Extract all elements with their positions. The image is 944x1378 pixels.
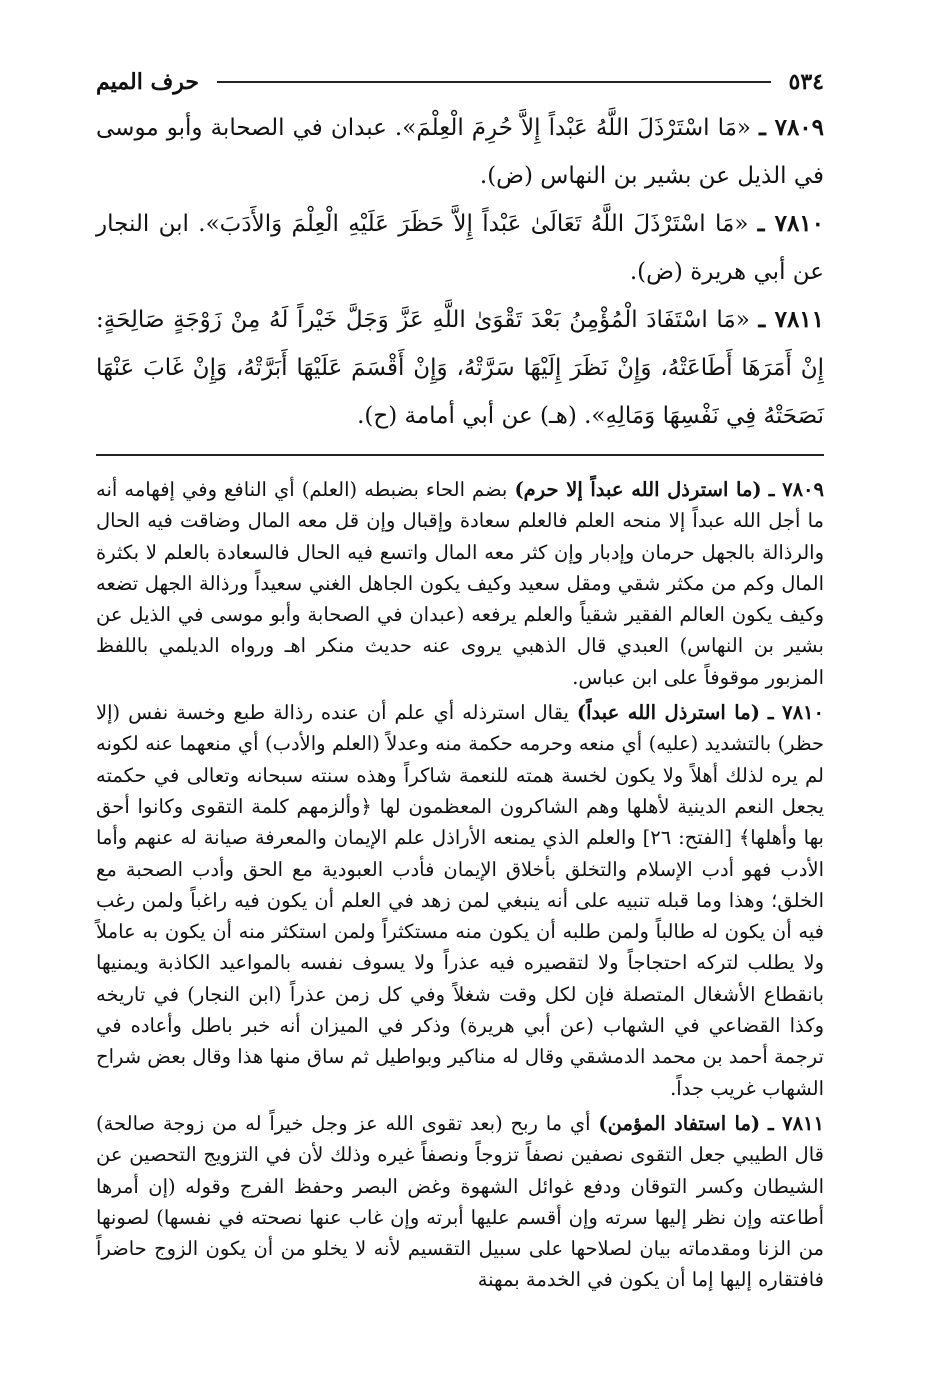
commentary-text: أي ما ربح (بعد تقوى الله عز وجل خيراً له من زوجة صالحة) قال الطيبي جعل التقوى نصفين نصفاً تزوجاً ونصفاً غيره وذلك لأن في التزويج التحصين عن الشيطان وكسر التوقان ودفع غوائل الشهوة وغض البصر وحفظ الفرج وقوله (إن أمرها أطاعته وإن نظر إليها سرته وإن أقسم عليها أبرته وإن غاب عنها نصحته في نفسها) لصونها من الزنا ومقدماته بيان لصلاحها على سبيل التقسيم لأنه لا يخلو من أن يكون الزوج حاضراً فافتقاره إليها إما أن يكون في الخدمة بمهنة <box>96 1111 824 1292</box>
hadith-text: «مَا اسْتَفَادَ الْمُؤْمِنُ بَعْدَ تَقْوَىٰ اللَّهِ عَزَّ وَجَلَّ خَيْراً لَهُ مِنْ زَوْجَةٍ صَالِحَةٍ: إِنْ أَمَرَهَا أَطَاعَتْهُ، وَإِنْ نَظَرَ إِلَيْهَا سَرَّتْهُ، وَإِنْ أَقْسَمَ عَلَيْهَا أَبَرَّتْهُ، وَإِنْ غَابَ عَنْهَا نَصَحَتْهُ فِي نَفْسِهَا وَمَالِهِ». (هـ) عن أبي أمامة (ح). <box>96 307 824 429</box>
commentary-section <box>96 474 824 1296</box>
commentary-text: يقال استرذله أي علم أن عنده رذالة طبع وخسة نفس (إلا حظر) بالتشديد (عليه) أي منعه وحرمه حكمة منه وعدلاً (العلم والأدب) أي منعهما عنه لكونه لم يره لذلك أهلاً ولا يكون لخسة همته للنعمة شاكراً وهذه سنته سبحانه وتعالى في حكمته يجعل النعم الدينية لأهلها وهم الشاكرون المعظمون لها ﴿وألزمهم كلمة التقوى وكانوا أحق بها وأهلها﴾ [الفتح: ٢٦] والعلم الذي يمنعه الأراذل علم الإيمان والمعرفة صيانة له عنهم وأما الأدب فهو أدب الإسلام والتخلق بأخلاق الإيمان فأدب العبودية مع الحق وأدب الصحبة مع الخلق؛ وهذا وما قبله تنبيه على أنه ينبغي لمن زهد في العلم أن يكون فيه راغباً ولمن رغب فيه أن يكون له طالباً ولمن طلبه أن يكون منه مستكثراً ولمن استكثر منه أن يكون به عاملاً ولا يطلب لتركه احتجاجاً ولا لتقصيره فيه عذراً ولا يسوف نفسه بالمواعيد الكاذبة ويمنيها بانقطاع الأشغال المتصلة فإن لكل وقت شغلاً وفي كل زمن عذراً (ابن النجار) في تاريخه وكذا القضاعي في الشهاب (عن أبي هريرة) وذكر في الميزان أنه خبر باطل وأعاده في ترجمة أحمد بن محمد الدمشقي وقال له مناكير وبواطيل ثم ساق منها هذا وقال بعض شراح الشهاب غريب جداً. <box>96 701 824 1100</box>
commentary-entry <box>96 697 824 1104</box>
hadith-number: ٧٨١٠ ـ <box>757 210 825 237</box>
hadith-number: ٧٨١١ ـ <box>758 306 825 333</box>
commentary-lemma: (ما استرذل الله عبداً إلا حرم) <box>514 478 762 501</box>
commentary-entry <box>96 474 824 693</box>
commentary-lemma: (ما استفاد المؤمن) <box>598 1111 761 1135</box>
chapter-title: حرف الميم <box>96 69 200 95</box>
header-rule <box>217 81 771 83</box>
hadith-text: «مَا اسْتَرْذَلَ اللَّهُ تَعَالَىٰ عَبْداً إِلاَّ حَظَرَ عَلَيْهِ الْعِلْمَ وَالأَدَبَ». ابن النجار عن أبي هريرة (ض). <box>96 211 824 285</box>
hadith-entry <box>96 104 824 200</box>
commentary-lemma: (ما استرذل الله عبداً) <box>576 701 760 725</box>
page-number: ٥٣٤ <box>788 69 824 95</box>
hadith-number: ٧٨٠٩ ـ <box>759 114 825 141</box>
commentary-entry <box>96 1108 824 1296</box>
commentary-text: بضم الحاء بضبطه (العلم) أي النافع وفي إفهامه أنه ما أجل الله عبداً إلا منحه العلم فالعلم سعادة وإقبال وإن قل معه المال وضاقت فيه الحال والرذالة بالجهل حرمان وإدبار وإن كثر معه المال واتسع فيه الحال فالسعادة بالعلم لا بكثرة المال وكم من مكثر شقي ومقل سعيد وكيف يكون الجاهل الغني سعيداً ورذالة الجهل تضعه وكيف يكون العالم الفقير شقياً والعلم يرفعه (عبدان في الصحابة وأبو موسى في الذيل عن بشير بن النهاس) العبدي قال الذهبي يروى عنه حديث منكر اهـ ورواه الديلمي باللفظ المزبور موقوفاً على ابن عباس. <box>96 478 824 689</box>
hadith-section <box>96 104 824 440</box>
commentary-number: ٧٨٠٩ ـ <box>768 478 824 501</box>
commentary-number: ٧٨١٠ ـ <box>767 701 824 725</box>
running-header <box>96 60 824 104</box>
commentary-number: ٧٨١١ ـ <box>767 1111 824 1135</box>
section-divider <box>96 454 824 456</box>
hadith-entry <box>96 296 824 440</box>
hadith-text: «مَا اسْتَرْذَلَ اللَّهُ عَبْداً إِلاَّ حُرِمَ الْعِلْمَ». عبدان في الصحابة وأبو موسى في الذيل عن بشير بن النهاس (ض). <box>96 115 824 189</box>
book-page <box>96 60 824 1360</box>
hadith-entry <box>96 200 824 296</box>
